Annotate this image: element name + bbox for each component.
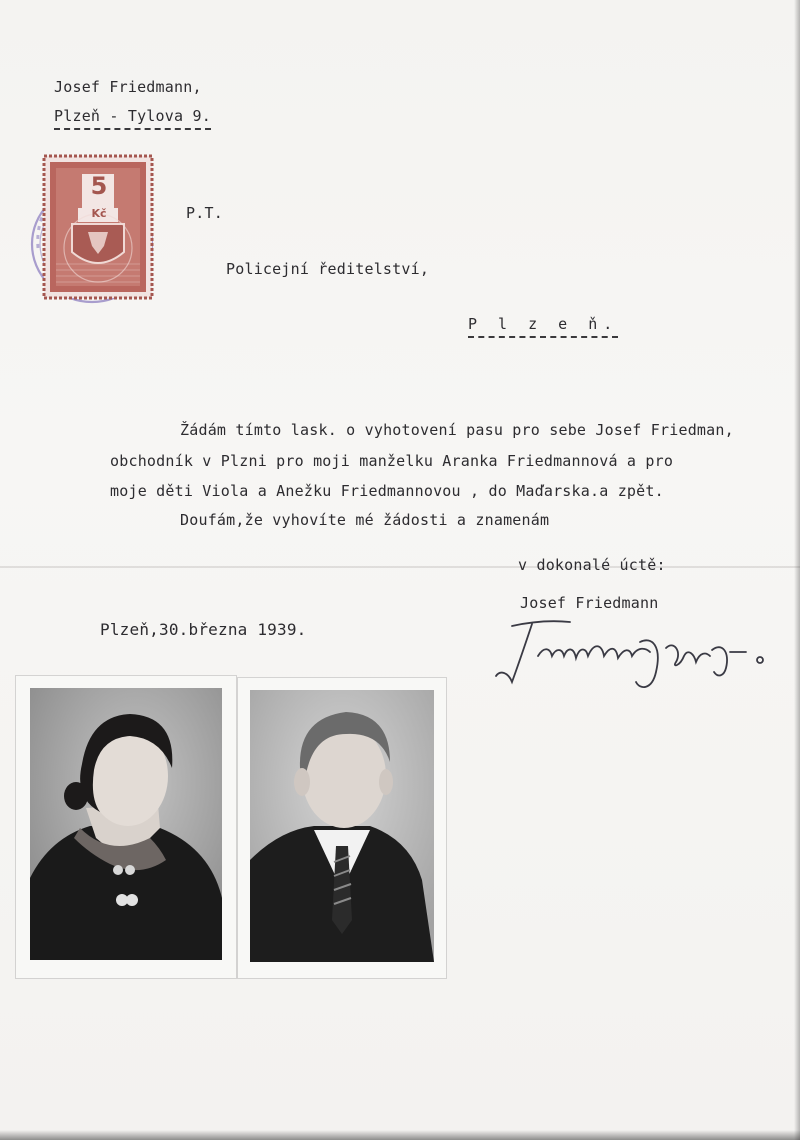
date-line: Plzeň,30.března 1939. xyxy=(100,620,307,639)
sender-address: Plzeň - Tylova 9. xyxy=(54,107,211,130)
woman-portrait-image xyxy=(30,688,222,960)
page-bottom-shadow xyxy=(0,1130,800,1140)
photo-frame-left xyxy=(16,676,236,978)
photo-man xyxy=(250,690,434,962)
paper-fold xyxy=(0,566,800,568)
photo-woman xyxy=(30,688,222,960)
recipient-office: Policejní ředitelství, xyxy=(226,260,430,278)
body-line-2: obchodník v Plzni pro moji manželku Aranka Friedmannová a pro xyxy=(110,452,674,470)
recipient-city: P l z e ň. xyxy=(468,315,618,338)
revenue-stamp xyxy=(42,154,154,300)
closing-name: Josef Friedmann xyxy=(520,594,659,612)
salutation: P.T. xyxy=(186,204,223,222)
body-line-4: Doufám,že vyhovíte mé žádosti a znamenám xyxy=(180,511,550,529)
sender-name: Josef Friedmann, xyxy=(54,78,202,96)
body-line-3: moje děti Viola a Anežku Friedmannovou , do Maďarska.a zpět. xyxy=(110,482,664,500)
closing-phrase: v dokonalé úctě: xyxy=(518,556,666,574)
handwritten-signature xyxy=(490,612,770,692)
body-line-1: Žádám tímto lask. o vyhotovení pasu pro sebe Josef Friedman, xyxy=(180,421,734,439)
stamp-value: 5 xyxy=(90,172,108,200)
stamp-currency: Kč xyxy=(91,207,107,220)
photo-frame-right xyxy=(238,678,446,978)
page-edge-shadow xyxy=(794,0,800,1140)
man-portrait-image xyxy=(250,690,434,962)
